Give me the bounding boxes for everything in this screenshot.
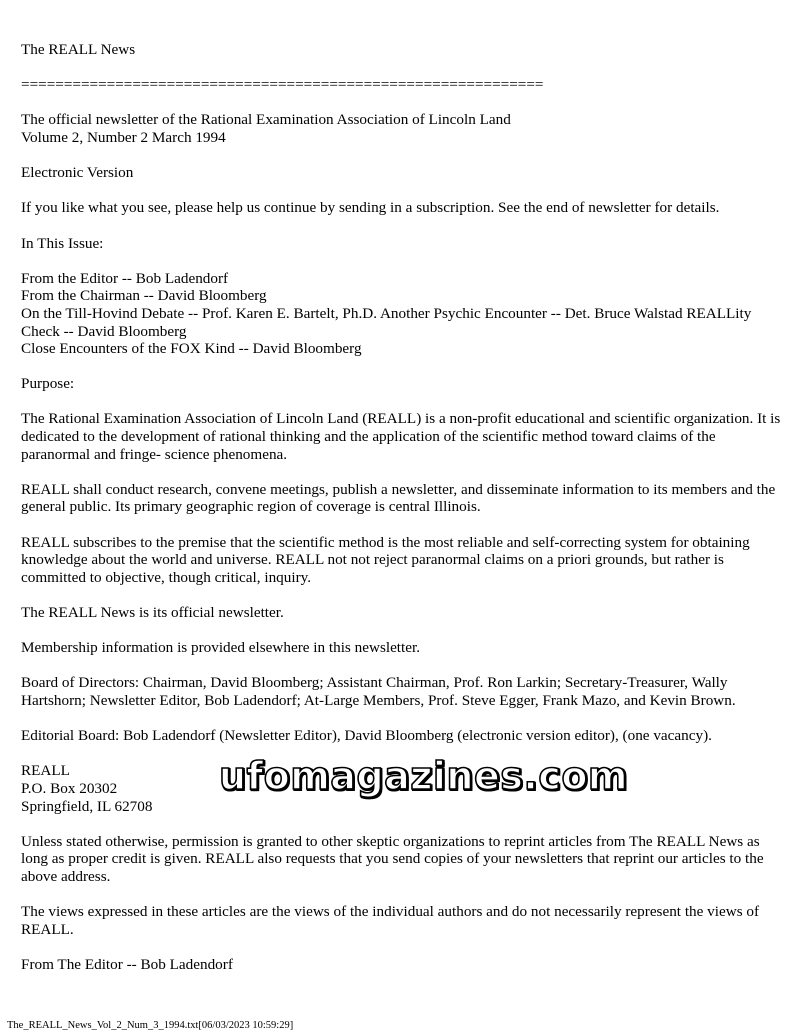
masthead-description: The official newsletter of the Rational Examination Association of Lincoln Land [21,111,511,129]
address-line: P.O. Box 20302 [21,779,118,797]
board-of-directors: Board of Directors: Chairman, David Bloomberg; Assistant Chairman, Prof. Ron Larkin; Secretary-Treasurer, Wally Hartshorn; Newsletter Editor, Bob Ladendorf; At-Large Members, Prof. Steve Egger, Frank Mazo, and Kevin Brown. [21,674,736,709]
contents-heading: In This Issue: [21,234,104,252]
file-footer: The_REALL_News_Vol_2_Num_3_1994.txt[06/03/2023 10:59:29] [7,1020,294,1031]
contents-item: On the Till-Hovind Debate -- Prof. Karen E. Bartelt, Ph.D. Another Psychic Encounter -- Det. Bruce Walstad REALLity Check -- David Bloomberg [21,304,752,340]
newsletter-page [21,41,786,991]
editorial-board: Editorial Board: Bob Ladendorf (Newsletter Editor), David Bloomberg (electronic version editor), (one vacancy). [21,727,712,745]
contents-item: Close Encounters of the FOX Kind -- David Bloomberg [21,340,362,358]
views-disclaimer: The views expressed in these articles are the views of the individual authors and do not necessarily represent the views of REALL. [21,903,760,938]
contents-item: From the Chairman -- David Bloomberg [21,287,267,305]
address-line: Springfield, IL 62708 [21,797,153,815]
masthead [21,111,786,146]
newsletter-title: The REALL News [21,41,136,58]
purpose-paragraph: The REALL News is its official newsletter. [21,604,284,621]
editor-section-heading: From The Editor -- Bob Ladendorf [21,955,233,973]
version-label: Electronic Version [21,164,134,182]
purpose-heading: Purpose: [21,375,75,393]
watermark-logo: ufomagazines.com [219,754,629,798]
purpose-paragraph: The Rational Examination Association of Lincoln Land (REALL) is a non-profit educational and scientific organization. It is dedicated to the development of rational thinking and the application of the scientific method toward claims of the paranormal and fringe- science phenomena. [21,410,781,463]
separator-rule: ============================================================= [21,76,544,94]
contents-item: From the Editor -- Bob Ladendorf [21,269,229,287]
address-line: REALL [21,762,70,780]
subscription-note: If you like what you see, please help us continue by sending in a subscription. See the end of newsletter for details. [21,199,720,217]
contents-list [21,270,786,358]
purpose-paragraph: REALL shall conduct research, convene meetings, publish a newsletter, and disseminate information to its members and the general public. Its primary geographic region of coverage is central Illinois. [21,480,776,516]
purpose-paragraph: REALL subscribes to the premise that the scientific method is the most reliable and self-correcting system for obtaining knowledge about the world and universe. REALL not not reject paranormal claims on a priori grounds, but rather is committed to objective, though critical, inquiry. [21,533,750,586]
issue-info: Volume 2, Number 2 March 1994 [21,128,226,146]
reprint-permission: Unless stated otherwise, permission is granted to other skeptic organizations to reprint articles from The REALL News as long as proper credit is given. REALL also requests that you send copies of your newsletters that reprint our articles to the above address. [21,832,764,885]
purpose-paragraph: Membership information is provided elsewhere in this newsletter. [21,639,421,657]
